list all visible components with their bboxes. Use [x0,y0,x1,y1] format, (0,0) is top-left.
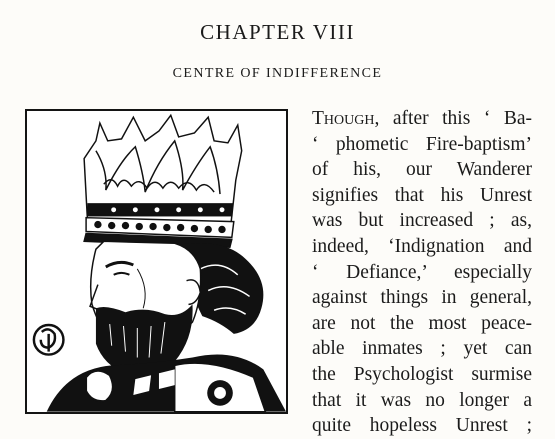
body-line-7: ‘ Defiance,’ especially [312,261,532,283]
body-line-8: against things in general, [312,287,532,309]
body-line-4: signifies that his Unrest [312,184,532,206]
monogram-seal-icon [34,325,64,355]
body-line-5: was but increased ; as, [312,210,532,232]
chapter-heading: CHAPTER VIII [200,20,355,44]
crown-icon [84,115,242,247]
body-paragraph [312,106,532,439]
body-line-13: quite hopeless Unrest ; [312,415,532,437]
body-line-2: ‘ phometic Fire-baptism’ [312,133,532,155]
body-line-3: of his, our Wanderer [312,159,532,181]
body-line-11: the Psychologist surmise [312,363,532,385]
chapter-subtitle: CENTRE OF INDIFFERENCE [172,66,383,81]
body-line-1: Though, after this ‘ Ba- [312,108,532,129]
body-line-6: indeed, ‘Indignation and [312,235,532,257]
body-line-9: are not the most peace- [312,312,532,334]
body-line-12: that it was no longer a [312,389,532,411]
king-illustration [25,109,288,414]
lead-word: Though [312,108,375,129]
body-line-10: able inmates ; yet can [312,338,532,360]
